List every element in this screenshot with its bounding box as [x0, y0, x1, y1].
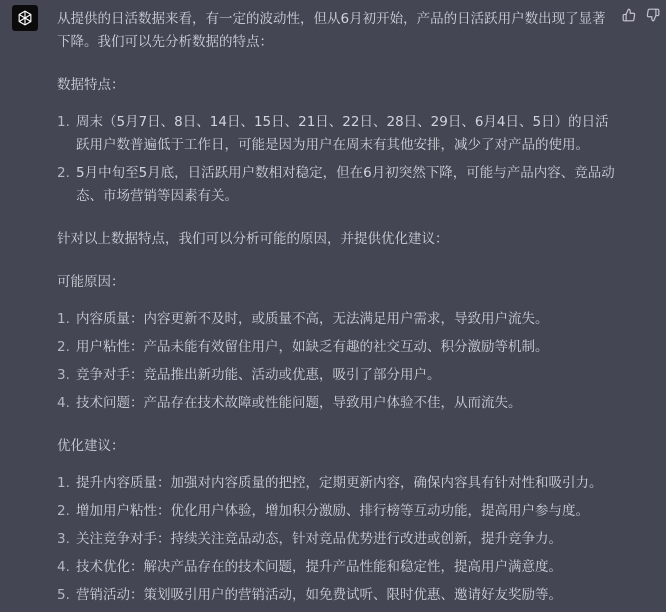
thumbs-down-icon[interactable]	[646, 8, 660, 22]
list-item: 4. 技术问题：产品存在技术故障或性能问题，导致用户体验不佳，从而流失。	[57, 395, 522, 411]
list-item: 2. 增加用户粘性：优化用户体验，增加积分激励、排行榜等互动功能，提高用户参与度。	[57, 503, 589, 519]
possible-causes-list	[57, 308, 617, 415]
list-item: 2. 5月中旬至5月底，日活跃用户数相对稳定，但在6月初突然下降，可能与产品内容、竞品动态、市场营销等因素有关。	[57, 165, 615, 204]
list-item: 1. 周末（5月7日、8日、14日、15日、21日、22日、28日、29日、6月4日、5日）的日活跃用户数普遍低于工作日，可能是因为用户在周末有其他安排，减少了对产品的使用。	[57, 114, 609, 153]
section-title-possible-causes: 可能原因：	[57, 274, 125, 290]
list-item: 3. 关注竞争对手：持续关注竞品动态，针对竞品优势进行改进或创新，提升竞争力。	[57, 531, 562, 547]
list-item: 1. 内容质量：内容更新不及时，或质量不高，无法满足用户需求，导致用户流失。	[57, 311, 549, 327]
intro-paragraph: 从提供的日活数据来看，有一定的波动性，但从6月初开始，产品的日活跃用户数出现了显著下降。我们可以先分析数据的特点：	[57, 11, 606, 50]
list-item: 2. 用户粘性：产品未能有效留住用户，如缺乏有趣的社交互动、积分激励等机制。	[57, 339, 549, 355]
thumbs-up-icon[interactable]	[622, 8, 636, 22]
data-features-list	[57, 111, 617, 208]
assistant-avatar	[12, 5, 38, 31]
feedback-buttons	[622, 8, 660, 22]
list-item: 4. 技术优化：解决产品存在的技术问题，提升产品性能和稳定性，提高用户满意度。	[57, 559, 562, 575]
optimization-list	[57, 472, 617, 607]
list-item: 5. 营销活动：策划吸引用户的营销活动，如免费试听、限时优惠、邀请好友奖励等。	[57, 587, 562, 603]
assistant-message	[57, 8, 617, 612]
section-title-optimization: 优化建议：	[57, 438, 125, 454]
section-title-data-features: 数据特点：	[57, 77, 125, 93]
openai-logo-icon	[16, 9, 34, 27]
list-item: 3. 竞争对手：竞品推出新功能、活动或优惠，吸引了部分用户。	[57, 367, 441, 383]
transition-paragraph: 针对以上数据特点，我们可以分析可能的原因，并提供优化建议：	[57, 231, 449, 247]
list-item: 1. 提升内容质量：加强对内容质量的把控，定期更新内容，确保内容具有针对性和吸引力。	[57, 475, 603, 491]
